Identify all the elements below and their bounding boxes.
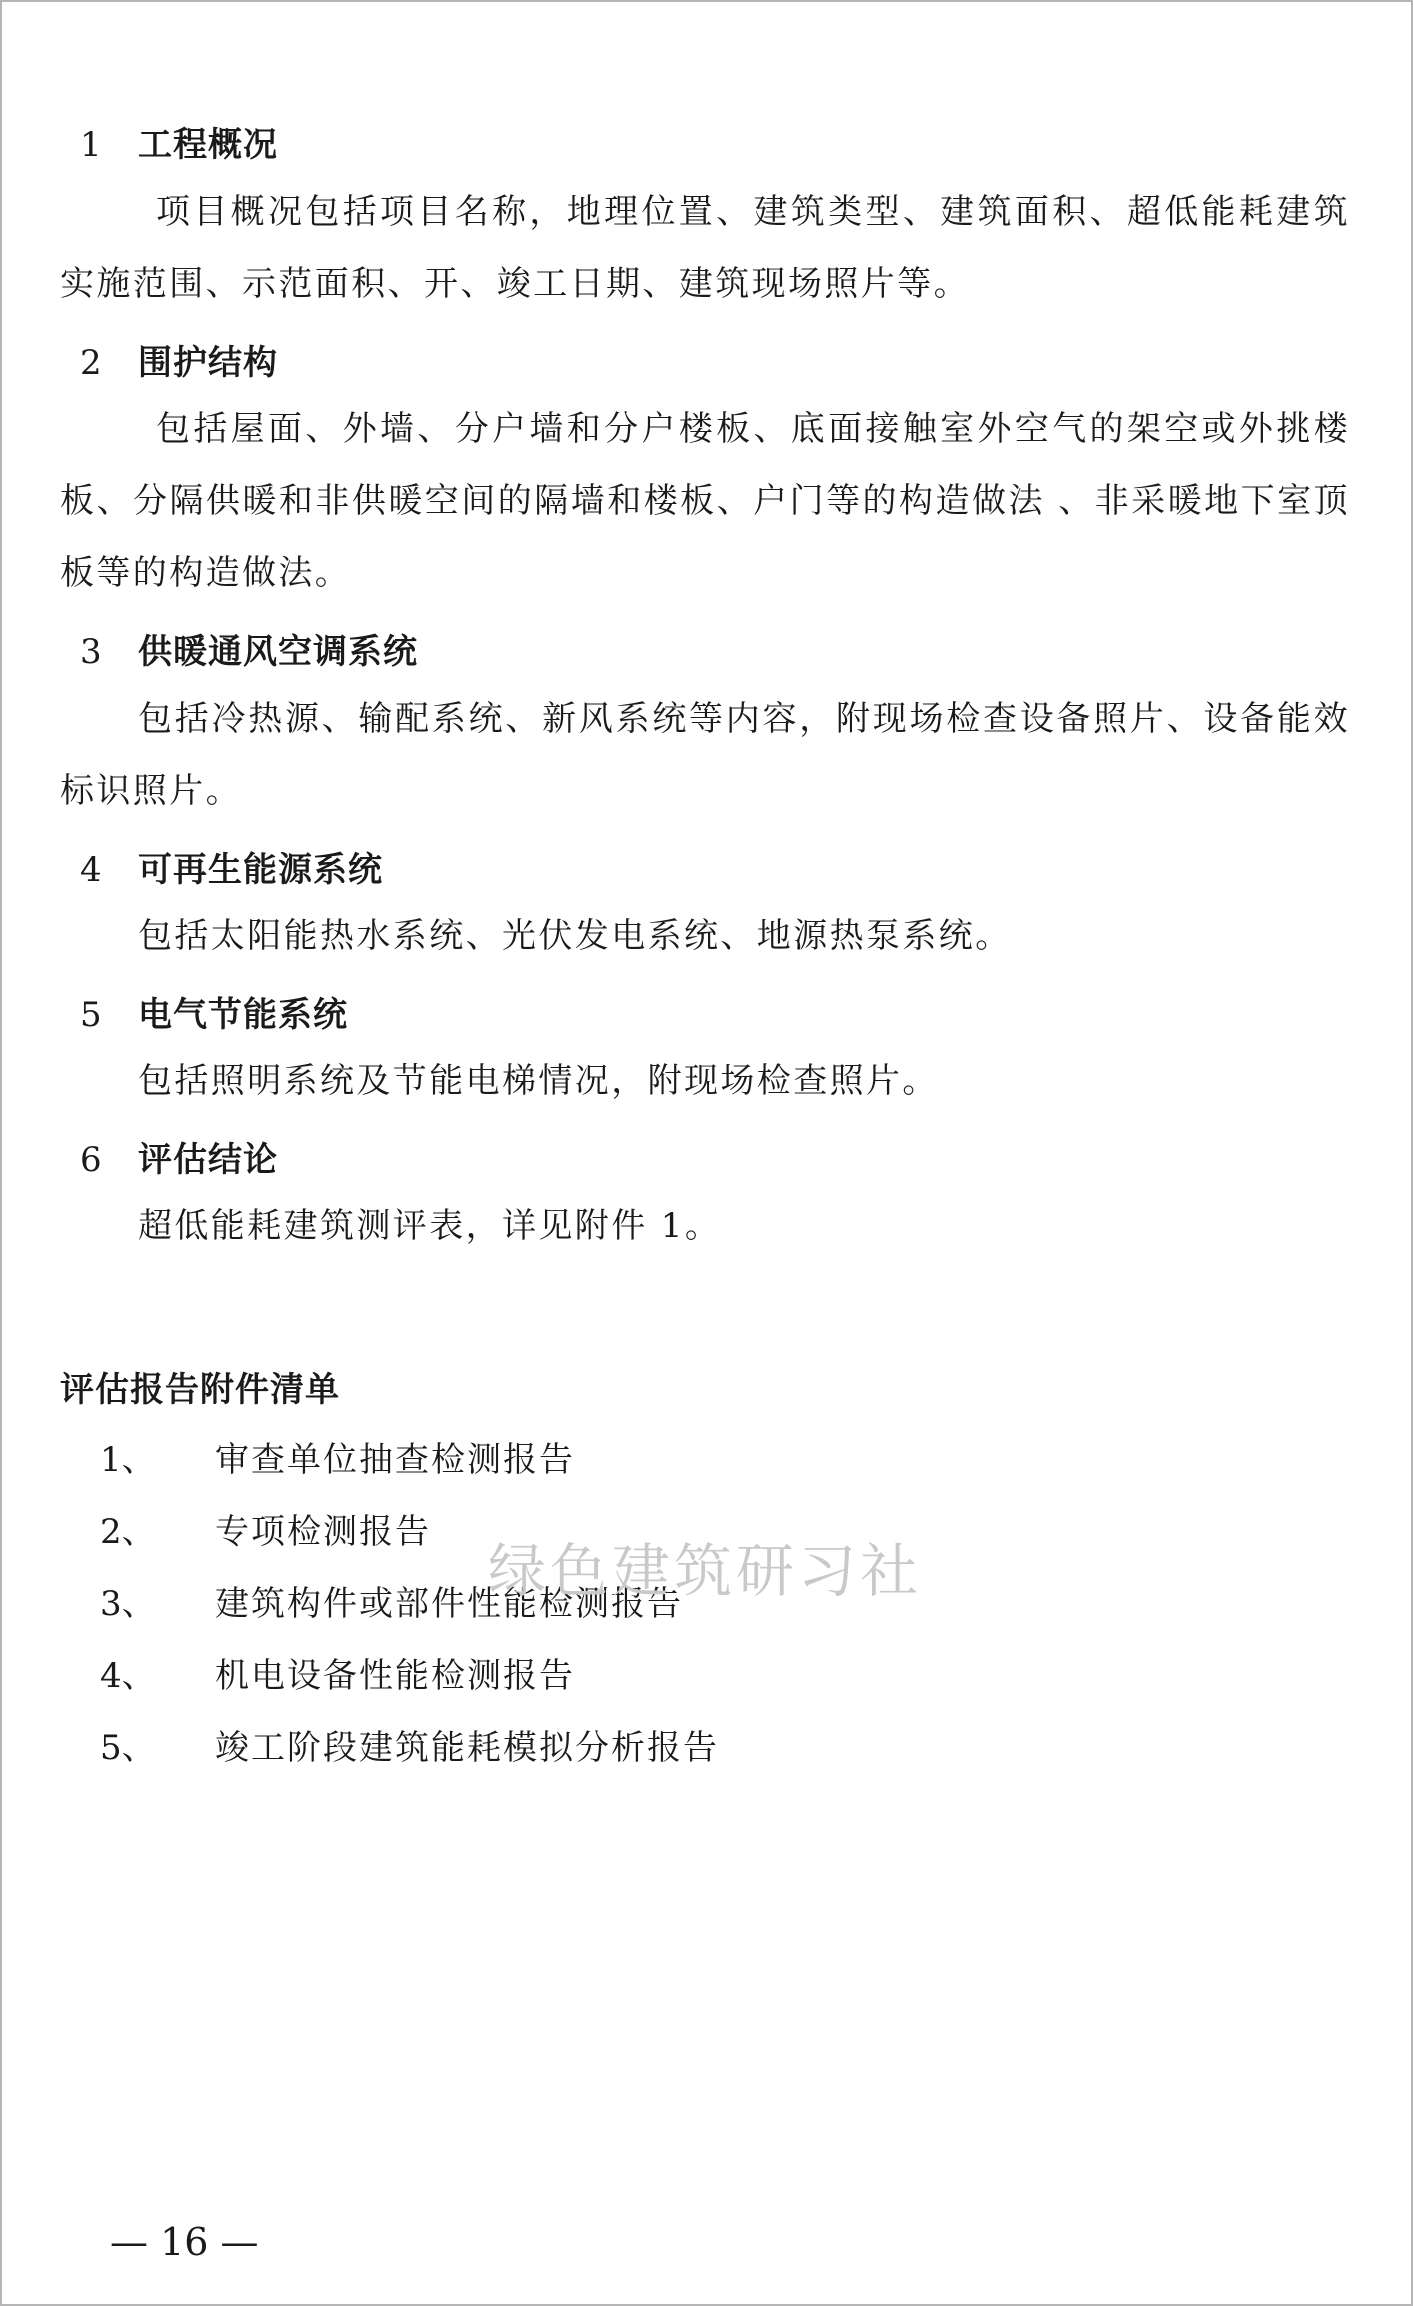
section-title: 评估结论 [138,1140,278,1180]
section-number: 4 [80,850,103,890]
section-number: 5 [80,995,103,1035]
section-3-heading [80,624,418,673]
section-title: 工程概况 [138,125,278,165]
section-title: 电气节能系统 [138,995,348,1035]
section-number: 3 [80,632,103,672]
section-1-heading [80,117,278,166]
list-item-index: 5、 [100,1728,156,1768]
list-item-index: 3、 [100,1584,156,1624]
list-item-index: 1、 [100,1440,156,1480]
section-2-body: 包括屋面、外墙、分户墙和分户楼板、底面接触室外空气的架空或外挑楼板、分隔供暖和非供暖空间的隔墙和楼板、户门等的构造做法 、非采暖地下室顶板等的构造做法。 [60,409,1350,593]
section-number: 2 [80,343,103,383]
list-item-text: 竣工阶段建筑能耗模拟分析报告 [215,1728,719,1768]
section-number: 6 [80,1140,103,1180]
list-item-text: 专项检测报告 [215,1512,431,1552]
attachments-title: 评估报告附件清单 [60,1370,340,1410]
list-item-text: 机电设备性能检测报告 [215,1656,575,1696]
list-item-index: 4、 [100,1656,156,1696]
watermark: 绿色建筑研习社 [488,1537,923,1605]
list-item-text: 建筑构件或部件性能检测报告 [215,1584,683,1624]
section-2-heading [80,335,278,384]
section-number: 1 [80,125,103,165]
section-4-body: 包括太阳能热水系统、光伏发电系统、地源热泵系统。 [138,916,1012,956]
list-item [0,1432,1413,1504]
section-5-heading [80,987,348,1036]
page-number: — 16 — [110,2220,259,2264]
section-4-heading [80,842,383,891]
list-item-index: 2、 [100,1512,156,1552]
section-title: 围护结构 [138,343,278,383]
attachments-list [0,1432,1413,1792]
section-title: 供暖通风空调系统 [138,632,418,672]
list-item [0,1720,1413,1792]
section-title: 可再生能源系统 [138,850,383,890]
section-5-body: 包括照明系统及节能电梯情况，附现场检查照片。 [138,1061,939,1101]
section-3-body: 包括冷热源、输配系统、新风系统等内容，附现场检查设备照片、设备能效标识照片。 [60,699,1350,811]
section-1-body: 项目概况包括项目名称，地理位置、建筑类型、建筑面积、超低能耗建筑实施范围、示范面积、开、竣工日期、建筑现场照片等。 [60,192,1350,304]
list-item [0,1648,1413,1720]
section-6-body: 超低能耗建筑测评表，详见附件 1。 [138,1206,722,1246]
list-item-text: 审查单位抽查检测报告 [215,1440,575,1480]
section-6-heading [80,1132,278,1181]
